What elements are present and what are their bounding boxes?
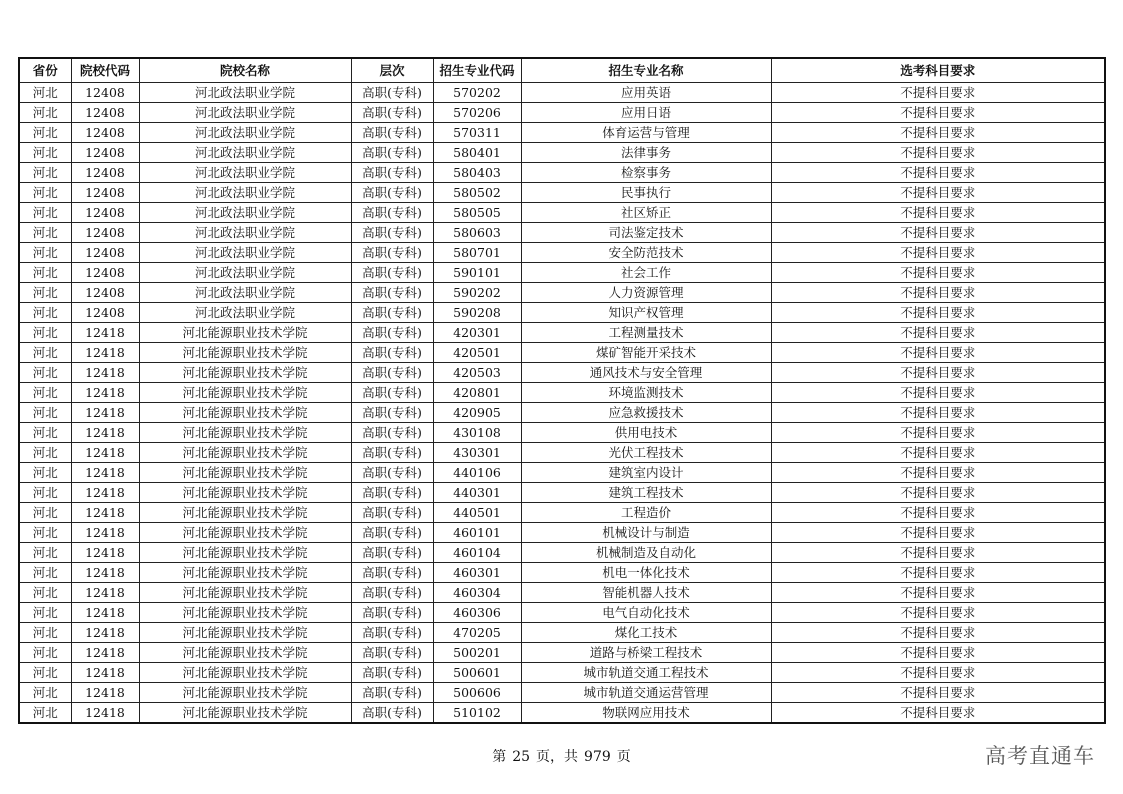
cell-level: 高职(专科): [351, 123, 433, 143]
cell-level: 高职(专科): [351, 263, 433, 283]
cell-province: 河北: [19, 623, 71, 643]
cell-school-code: 12418: [71, 523, 139, 543]
cell-school-name: 河北政法职业学院: [139, 203, 351, 223]
cell-major-code: 460306: [433, 603, 521, 623]
cell-school-name: 河北能源职业技术学院: [139, 563, 351, 583]
cell-major-name: 机电一体化技术: [521, 563, 771, 583]
cell-province: 河北: [19, 663, 71, 683]
cell-school-code: 12408: [71, 303, 139, 323]
cell-level: 高职(专科): [351, 623, 433, 643]
cell-level: 高职(专科): [351, 563, 433, 583]
table-row: [19, 283, 1105, 303]
cell-level: 高职(专科): [351, 503, 433, 523]
page-footer: [0, 746, 1123, 766]
cell-school-name: 河北政法职业学院: [139, 223, 351, 243]
cell-major-code: 420905: [433, 403, 521, 423]
cell-major-name: 物联网应用技术: [521, 703, 771, 724]
cell-school-name: 河北能源职业技术学院: [139, 463, 351, 483]
admission-table: [18, 57, 1106, 724]
cell-school-name: 河北能源职业技术学院: [139, 423, 351, 443]
cell-major-name: 法律事务: [521, 143, 771, 163]
cell-school-code: 12418: [71, 483, 139, 503]
cell-major-name: 环境监测技术: [521, 383, 771, 403]
cell-subject-requirement: 不提科目要求: [771, 103, 1105, 123]
cell-province: 河北: [19, 603, 71, 623]
cell-school-name: 河北政法职业学院: [139, 83, 351, 103]
cell-school-code: 12408: [71, 123, 139, 143]
cell-major-name: 供用电技术: [521, 423, 771, 443]
cell-subject-requirement: 不提科目要求: [771, 463, 1105, 483]
cell-school-code: 12418: [71, 623, 139, 643]
table-header: [19, 58, 1105, 83]
cell-major-name: 城市轨道交通工程技术: [521, 663, 771, 683]
table-row: [19, 243, 1105, 263]
cell-subject-requirement: 不提科目要求: [771, 543, 1105, 563]
cell-province: 河北: [19, 143, 71, 163]
cell-subject-requirement: 不提科目要求: [771, 443, 1105, 463]
cell-level: 高职(专科): [351, 303, 433, 323]
cell-subject-requirement: 不提科目要求: [771, 283, 1105, 303]
cell-subject-requirement: 不提科目要求: [771, 83, 1105, 103]
cell-school-name: 河北政法职业学院: [139, 143, 351, 163]
column-header-level: 层次: [351, 58, 433, 83]
cell-school-name: 河北能源职业技术学院: [139, 363, 351, 383]
table-row: [19, 223, 1105, 243]
header-row: [19, 58, 1105, 83]
cell-level: 高职(专科): [351, 383, 433, 403]
cell-province: 河北: [19, 343, 71, 363]
cell-major-code: 440106: [433, 463, 521, 483]
cell-school-name: 河北能源职业技术学院: [139, 343, 351, 363]
table-row: [19, 203, 1105, 223]
cell-school-name: 河北政法职业学院: [139, 123, 351, 143]
cell-school-code: 12418: [71, 343, 139, 363]
cell-school-code: 12408: [71, 183, 139, 203]
cell-school-code: 12418: [71, 463, 139, 483]
cell-major-code: 420301: [433, 323, 521, 343]
cell-school-code: 12408: [71, 103, 139, 123]
cell-province: 河北: [19, 163, 71, 183]
cell-province: 河北: [19, 203, 71, 223]
cell-major-code: 500201: [433, 643, 521, 663]
cell-major-code: 570202: [433, 83, 521, 103]
cell-school-name: 河北能源职业技术学院: [139, 383, 351, 403]
cell-school-name: 河北政法职业学院: [139, 283, 351, 303]
cell-level: 高职(专科): [351, 143, 433, 163]
cell-school-code: 12418: [71, 703, 139, 724]
cell-school-code: 12418: [71, 443, 139, 463]
cell-school-code: 12418: [71, 683, 139, 703]
cell-school-code: 12408: [71, 283, 139, 303]
cell-major-code: 420503: [433, 363, 521, 383]
cell-major-name: 体育运营与管理: [521, 123, 771, 143]
column-header-province: 省份: [19, 58, 71, 83]
cell-major-code: 590101: [433, 263, 521, 283]
cell-major-name: 司法鉴定技术: [521, 223, 771, 243]
cell-major-name: 应用日语: [521, 103, 771, 123]
cell-subject-requirement: 不提科目要求: [771, 203, 1105, 223]
total-pages: 979: [584, 749, 611, 765]
cell-school-code: 12408: [71, 203, 139, 223]
cell-major-name: 知识产权管理: [521, 303, 771, 323]
cell-major-name: 应用英语: [521, 83, 771, 103]
table-row: [19, 163, 1105, 183]
cell-major-name: 社区矫正: [521, 203, 771, 223]
cell-major-code: 570206: [433, 103, 521, 123]
table-row: [19, 403, 1105, 423]
cell-school-code: 12418: [71, 503, 139, 523]
cell-province: 河北: [19, 243, 71, 263]
cell-major-name: 光伏工程技术: [521, 443, 771, 463]
cell-subject-requirement: 不提科目要求: [771, 523, 1105, 543]
column-header-school-name: 院校名称: [139, 58, 351, 83]
cell-level: 高职(专科): [351, 203, 433, 223]
table-row: [19, 483, 1105, 503]
cell-subject-requirement: 不提科目要求: [771, 143, 1105, 163]
cell-province: 河北: [19, 323, 71, 343]
cell-subject-requirement: 不提科目要求: [771, 303, 1105, 323]
cell-province: 河北: [19, 223, 71, 243]
cell-school-name: 河北能源职业技术学院: [139, 543, 351, 563]
cell-subject-requirement: 不提科目要求: [771, 163, 1105, 183]
column-header-subject-requirement: 选考科目要求: [771, 58, 1105, 83]
footer-prefix: 第: [492, 749, 507, 765]
cell-province: 河北: [19, 703, 71, 724]
cell-province: 河北: [19, 543, 71, 563]
cell-level: 高职(专科): [351, 223, 433, 243]
table-row: [19, 703, 1105, 724]
cell-level: 高职(专科): [351, 483, 433, 503]
cell-subject-requirement: 不提科目要求: [771, 183, 1105, 203]
cell-school-name: 河北政法职业学院: [139, 103, 351, 123]
cell-school-code: 12418: [71, 583, 139, 603]
cell-major-code: 430301: [433, 443, 521, 463]
cell-major-code: 440501: [433, 503, 521, 523]
cell-province: 河北: [19, 443, 71, 463]
column-header-school-code: 院校代码: [71, 58, 139, 83]
cell-school-name: 河北能源职业技术学院: [139, 643, 351, 663]
cell-major-code: 460101: [433, 523, 521, 543]
cell-subject-requirement: 不提科目要求: [771, 323, 1105, 343]
table-row: [19, 663, 1105, 683]
cell-major-code: 570311: [433, 123, 521, 143]
cell-major-code: 460104: [433, 543, 521, 563]
cell-major-code: 460304: [433, 583, 521, 603]
cell-subject-requirement: 不提科目要求: [771, 623, 1105, 643]
cell-school-code: 12418: [71, 323, 139, 343]
cell-level: 高职(专科): [351, 283, 433, 303]
cell-level: 高职(专科): [351, 683, 433, 703]
cell-school-name: 河北能源职业技术学院: [139, 703, 351, 724]
cell-subject-requirement: 不提科目要求: [771, 423, 1105, 443]
cell-level: 高职(专科): [351, 703, 433, 724]
table-body: [19, 83, 1105, 724]
cell-major-code: 440301: [433, 483, 521, 503]
cell-major-name: 道路与桥梁工程技术: [521, 643, 771, 663]
cell-school-name: 河北能源职业技术学院: [139, 403, 351, 423]
cell-major-code: 430108: [433, 423, 521, 443]
table-row: [19, 443, 1105, 463]
cell-subject-requirement: 不提科目要求: [771, 363, 1105, 383]
table-row: [19, 463, 1105, 483]
cell-major-name: 应急救援技术: [521, 403, 771, 423]
cell-major-code: 590208: [433, 303, 521, 323]
cell-subject-requirement: 不提科目要求: [771, 703, 1105, 724]
cell-level: 高职(专科): [351, 543, 433, 563]
table-row: [19, 383, 1105, 403]
cell-province: 河北: [19, 83, 71, 103]
table-row: [19, 303, 1105, 323]
cell-school-name: 河北能源职业技术学院: [139, 603, 351, 623]
cell-province: 河北: [19, 503, 71, 523]
cell-major-code: 590202: [433, 283, 521, 303]
watermark-logo: 高考直通车: [985, 744, 1095, 768]
cell-province: 河北: [19, 363, 71, 383]
cell-major-name: 电气自动化技术: [521, 603, 771, 623]
cell-province: 河北: [19, 403, 71, 423]
cell-school-code: 12418: [71, 563, 139, 583]
column-header-major-name: 招生专业名称: [521, 58, 771, 83]
cell-subject-requirement: 不提科目要求: [771, 663, 1105, 683]
cell-major-name: 智能机器人技术: [521, 583, 771, 603]
cell-province: 河北: [19, 583, 71, 603]
cell-major-name: 煤化工技术: [521, 623, 771, 643]
cell-subject-requirement: 不提科目要求: [771, 403, 1105, 423]
cell-level: 高职(专科): [351, 523, 433, 543]
cell-major-code: 580603: [433, 223, 521, 243]
cell-major-name: 安全防范技术: [521, 243, 771, 263]
cell-school-code: 12418: [71, 663, 139, 683]
cell-school-name: 河北政法职业学院: [139, 183, 351, 203]
table-row: [19, 563, 1105, 583]
cell-school-name: 河北政法职业学院: [139, 263, 351, 283]
cell-major-code: 420501: [433, 343, 521, 363]
table-row: [19, 603, 1105, 623]
cell-school-code: 12408: [71, 143, 139, 163]
cell-major-code: 510102: [433, 703, 521, 724]
cell-school-code: 12418: [71, 643, 139, 663]
cell-level: 高职(专科): [351, 423, 433, 443]
cell-level: 高职(专科): [351, 583, 433, 603]
table-row: [19, 183, 1105, 203]
cell-province: 河北: [19, 123, 71, 143]
cell-subject-requirement: 不提科目要求: [771, 563, 1105, 583]
cell-school-code: 12408: [71, 243, 139, 263]
cell-province: 河北: [19, 183, 71, 203]
table-row: [19, 423, 1105, 443]
table-row: [19, 103, 1105, 123]
footer-middle: 页，共: [536, 749, 579, 765]
cell-province: 河北: [19, 523, 71, 543]
cell-major-name: 检察事务: [521, 163, 771, 183]
table-row: [19, 83, 1105, 103]
cell-school-code: 12418: [71, 423, 139, 443]
cell-province: 河北: [19, 283, 71, 303]
table-row: [19, 543, 1105, 563]
cell-major-code: 580401: [433, 143, 521, 163]
cell-school-code: 12408: [71, 263, 139, 283]
cell-major-code: 460301: [433, 563, 521, 583]
cell-school-name: 河北能源职业技术学院: [139, 623, 351, 643]
cell-major-name: 人力资源管理: [521, 283, 771, 303]
cell-level: 高职(专科): [351, 323, 433, 343]
cell-school-name: 河北政法职业学院: [139, 163, 351, 183]
cell-major-name: 机械制造及自动化: [521, 543, 771, 563]
cell-school-code: 12418: [71, 543, 139, 563]
cell-major-name: 建筑工程技术: [521, 483, 771, 503]
cell-subject-requirement: 不提科目要求: [771, 683, 1105, 703]
table-row: [19, 323, 1105, 343]
cell-school-name: 河北能源职业技术学院: [139, 483, 351, 503]
cell-province: 河北: [19, 683, 71, 703]
cell-major-code: 470205: [433, 623, 521, 643]
cell-school-code: 12418: [71, 403, 139, 423]
cell-school-name: 河北能源职业技术学院: [139, 663, 351, 683]
cell-major-name: 工程测量技术: [521, 323, 771, 343]
cell-school-name: 河北能源职业技术学院: [139, 583, 351, 603]
cell-level: 高职(专科): [351, 363, 433, 383]
cell-school-code: 12418: [71, 383, 139, 403]
cell-province: 河北: [19, 383, 71, 403]
cell-major-code: 420801: [433, 383, 521, 403]
table-row: [19, 143, 1105, 163]
cell-subject-requirement: 不提科目要求: [771, 503, 1105, 523]
cell-school-name: 河北政法职业学院: [139, 303, 351, 323]
cell-province: 河北: [19, 263, 71, 283]
cell-province: 河北: [19, 423, 71, 443]
cell-major-code: 580502: [433, 183, 521, 203]
cell-school-code: 12418: [71, 603, 139, 623]
cell-subject-requirement: 不提科目要求: [771, 223, 1105, 243]
cell-major-name: 煤矿智能开采技术: [521, 343, 771, 363]
cell-subject-requirement: 不提科目要求: [771, 483, 1105, 503]
cell-subject-requirement: 不提科目要求: [771, 583, 1105, 603]
cell-province: 河北: [19, 483, 71, 503]
table-row: [19, 683, 1105, 703]
cell-province: 河北: [19, 463, 71, 483]
cell-major-name: 机械设计与制造: [521, 523, 771, 543]
cell-major-code: 580403: [433, 163, 521, 183]
cell-major-code: 500606: [433, 683, 521, 703]
cell-school-name: 河北能源职业技术学院: [139, 443, 351, 463]
cell-school-code: 12408: [71, 83, 139, 103]
cell-level: 高职(专科): [351, 163, 433, 183]
table-row: [19, 583, 1105, 603]
cell-major-code: 580505: [433, 203, 521, 223]
cell-level: 高职(专科): [351, 603, 433, 623]
cell-school-name: 河北政法职业学院: [139, 243, 351, 263]
cell-school-code: 12418: [71, 363, 139, 383]
cell-subject-requirement: 不提科目要求: [771, 343, 1105, 363]
cell-school-name: 河北能源职业技术学院: [139, 323, 351, 343]
cell-level: 高职(专科): [351, 403, 433, 423]
cell-school-name: 河北能源职业技术学院: [139, 523, 351, 543]
table-row: [19, 363, 1105, 383]
cell-subject-requirement: 不提科目要求: [771, 263, 1105, 283]
cell-school-name: 河北能源职业技术学院: [139, 503, 351, 523]
cell-subject-requirement: 不提科目要求: [771, 243, 1105, 263]
table-row: [19, 123, 1105, 143]
cell-level: 高职(专科): [351, 443, 433, 463]
cell-level: 高职(专科): [351, 183, 433, 203]
cell-level: 高职(专科): [351, 103, 433, 123]
cell-school-code: 12408: [71, 223, 139, 243]
cell-subject-requirement: 不提科目要求: [771, 643, 1105, 663]
table-row: [19, 343, 1105, 363]
cell-major-code: 500601: [433, 663, 521, 683]
cell-major-name: 社会工作: [521, 263, 771, 283]
cell-major-name: 工程造价: [521, 503, 771, 523]
cell-level: 高职(专科): [351, 643, 433, 663]
cell-subject-requirement: 不提科目要求: [771, 603, 1105, 623]
cell-level: 高职(专科): [351, 83, 433, 103]
table-row: [19, 623, 1105, 643]
footer-suffix: 页: [616, 749, 631, 765]
cell-school-code: 12408: [71, 163, 139, 183]
cell-major-code: 580701: [433, 243, 521, 263]
table-row: [19, 503, 1105, 523]
cell-level: 高职(专科): [351, 463, 433, 483]
cell-level: 高职(专科): [351, 343, 433, 363]
table-row: [19, 263, 1105, 283]
cell-province: 河北: [19, 303, 71, 323]
cell-province: 河北: [19, 563, 71, 583]
page-number: 25: [512, 749, 531, 765]
cell-province: 河北: [19, 643, 71, 663]
cell-province: 河北: [19, 103, 71, 123]
cell-major-name: 城市轨道交通运营管理: [521, 683, 771, 703]
table-row: [19, 643, 1105, 663]
cell-level: 高职(专科): [351, 663, 433, 683]
cell-level: 高职(专科): [351, 243, 433, 263]
cell-major-name: 民事执行: [521, 183, 771, 203]
cell-subject-requirement: 不提科目要求: [771, 123, 1105, 143]
table-row: [19, 523, 1105, 543]
cell-school-name: 河北能源职业技术学院: [139, 683, 351, 703]
cell-major-name: 建筑室内设计: [521, 463, 771, 483]
cell-major-name: 通风技术与安全管理: [521, 363, 771, 383]
cell-subject-requirement: 不提科目要求: [771, 383, 1105, 403]
column-header-major-code: 招生专业代码: [433, 58, 521, 83]
